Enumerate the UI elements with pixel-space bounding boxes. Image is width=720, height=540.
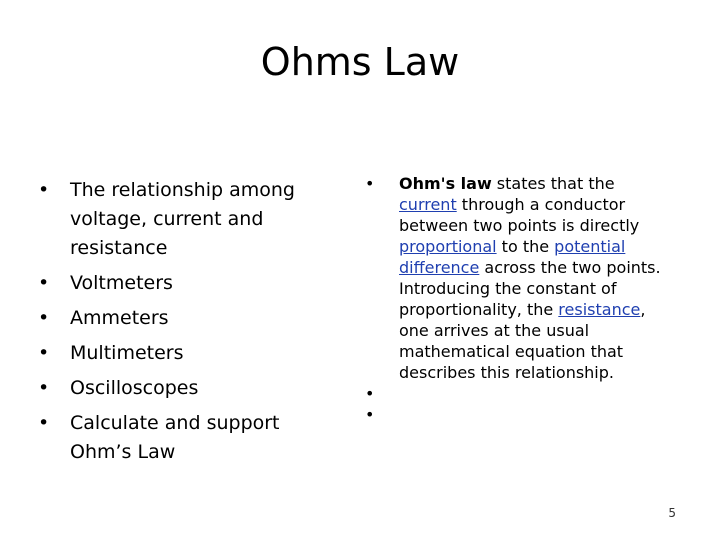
bullet-icon: • xyxy=(38,179,50,201)
bullet-icon: • xyxy=(38,342,50,364)
left-bullet-text: Ammeters xyxy=(70,307,169,329)
right-bullet-item xyxy=(365,173,670,383)
paragraph-text: , one arrives at the usual mathematical equation that describes this relationship. xyxy=(399,300,646,382)
link-proportional[interactable]: proportional xyxy=(399,237,497,256)
left-bullet-item xyxy=(38,374,316,403)
ohms-law-term: Ohm's law xyxy=(399,174,492,193)
left-bullet-item xyxy=(38,176,316,263)
left-bullet-text: Oscilloscopes xyxy=(70,377,199,399)
bullet-icon: • xyxy=(38,272,50,294)
empty-bullet-item xyxy=(365,383,670,404)
left-bullet-text: The relationship among voltage, current and resistance xyxy=(70,179,295,259)
bullet-icon: • xyxy=(365,384,375,403)
page-number: 5 xyxy=(668,506,676,520)
left-bullet-item xyxy=(38,304,316,333)
left-bullet-text: Multimeters xyxy=(70,342,184,364)
bullet-icon: • xyxy=(365,405,375,424)
bullet-icon: • xyxy=(38,377,50,399)
paragraph-text: to the xyxy=(496,237,555,256)
empty-bullet-item xyxy=(365,404,670,425)
right-bullet-list xyxy=(365,173,670,425)
slide-title: Ohms Law xyxy=(260,40,460,84)
left-bullet-item xyxy=(38,409,316,467)
paragraph-text: across the two points. Introducing the constant of proportionality, the xyxy=(399,258,661,319)
bullet-icon: • xyxy=(365,174,375,193)
bullet-icon: • xyxy=(38,307,50,329)
paragraph-text: states that the xyxy=(491,174,615,193)
left-bullet-item xyxy=(38,339,316,368)
paragraph-text: through a conductor between two points is directly xyxy=(399,195,640,235)
link-potential-difference[interactable]: potential difference xyxy=(399,237,626,277)
link-resistance[interactable]: resistance xyxy=(558,300,641,319)
bullet-icon: • xyxy=(38,412,50,434)
left-bullet-item xyxy=(38,269,316,298)
link-current[interactable]: current xyxy=(399,195,457,214)
left-bullet-text: Voltmeters xyxy=(70,272,173,294)
left-bullet-text: Calculate and support Ohm’s Law xyxy=(70,412,280,463)
left-bullet-list xyxy=(38,176,316,473)
